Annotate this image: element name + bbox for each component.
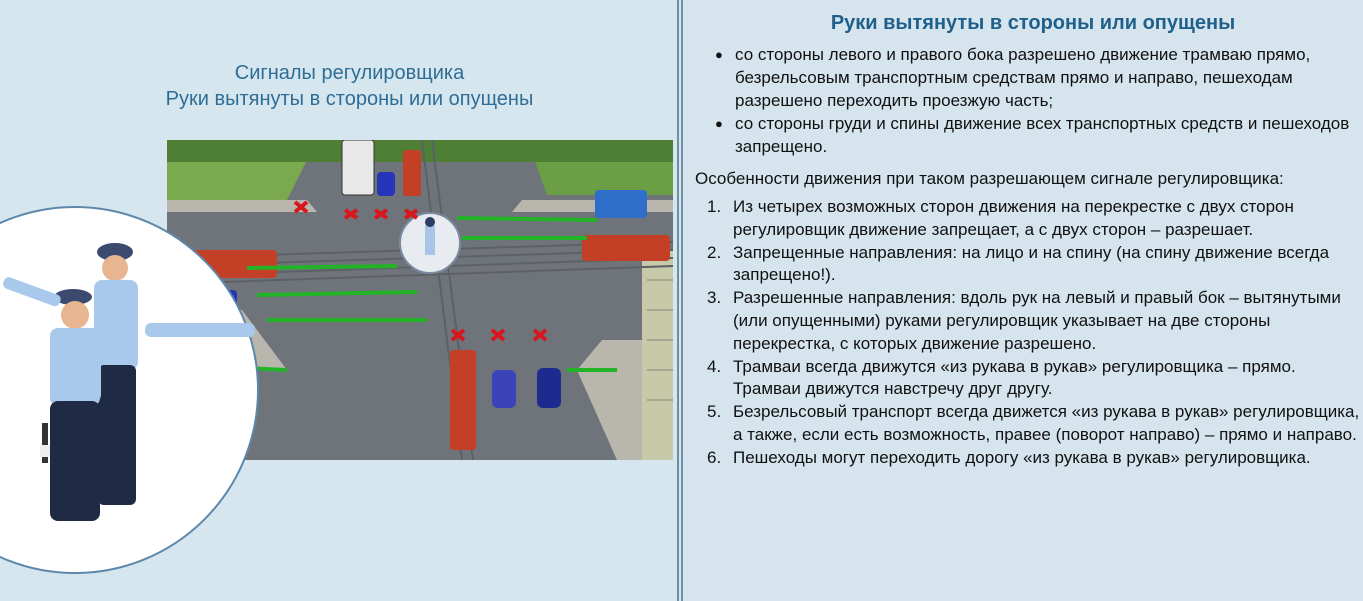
slide-title-line-2: Руки вытянуты в стороны или опущены [165,88,534,110]
list-number: 3. [707,288,722,308]
list-item [707,196,1363,242]
slide-title [0,60,679,112]
bullet-list [683,43,1363,158]
list-text: Безрельсовый транспорт всегда движется «из рукава в рукав» регулировщика, а также, если есть возможность, правее (поворот направо) – прямо и направо. [733,402,1360,444]
numbered-list [683,196,1363,470]
list-item [707,242,1363,288]
list-item [707,356,1363,402]
list-text: Из четырех возможных сторон движения на перекрестке с двух сторон регулировщик движение запрещает, а с двух сторон – разрешает. [733,197,1294,239]
list-number: 1. [707,197,722,216]
list-number: 4. [707,356,722,376]
building-right [642,250,673,460]
car-bottom-2 [537,368,561,408]
right-panel [681,0,1363,601]
bullet-item: ● со стороны груди и спины движение всех транспортных средств и пешеходов запрещено. [735,112,1363,158]
intro-paragraph: Особенности движения при таком разрешающем сигнале регулировщика: [695,169,1284,188]
blue-car-top [377,172,395,196]
list-item [707,287,1363,355]
list-text: Трамваи всегда движутся «из рукава в рукав» регулировщика – прямо. Трамваи движутся навстречу друг другу. [733,356,1296,399]
tram-top [403,150,421,196]
officer-circle [0,205,260,575]
bullet-item: ● со стороны левого и правого бока разрешено движение трамваю прямо, безрельсовым транспортным средствам прямо и направо, пешеходам разрешено переходить проезжую часть; [735,43,1363,112]
list-item [707,447,1363,470]
content-title: Руки вытянуты в стороны или опущены [830,12,1236,34]
slide-title-line-1: Сигналы регулировщика [234,62,465,84]
truck-right [595,190,647,218]
list-text: Запрещенные направления: на лицо и на спину (на спину движение всегда запрещено!). [733,242,1330,285]
car-bottom-1 [492,370,516,408]
list-item [707,401,1363,447]
tram-right [582,235,670,261]
list-number: 5. [707,402,722,422]
officer-mini [425,225,435,255]
list-text: Разрешенные направления: вдоль рук на левый и правый бок – вытянутыми (или опущенными) руками регулировщик указывает на две стороны перекрестка, с которых движение разрешено. [733,288,1341,353]
tram-bottom [450,350,476,450]
officer-mini-head [425,217,435,227]
left-panel [0,0,679,601]
list-text: Пешеходы могут переходить дорогу «из рукава в рукав» регулировщика. [733,447,1311,467]
list-number: 6. [707,447,722,467]
list-number: 2. [707,242,722,262]
sidewalk-top-right [512,200,673,212]
bus-top [342,140,374,195]
